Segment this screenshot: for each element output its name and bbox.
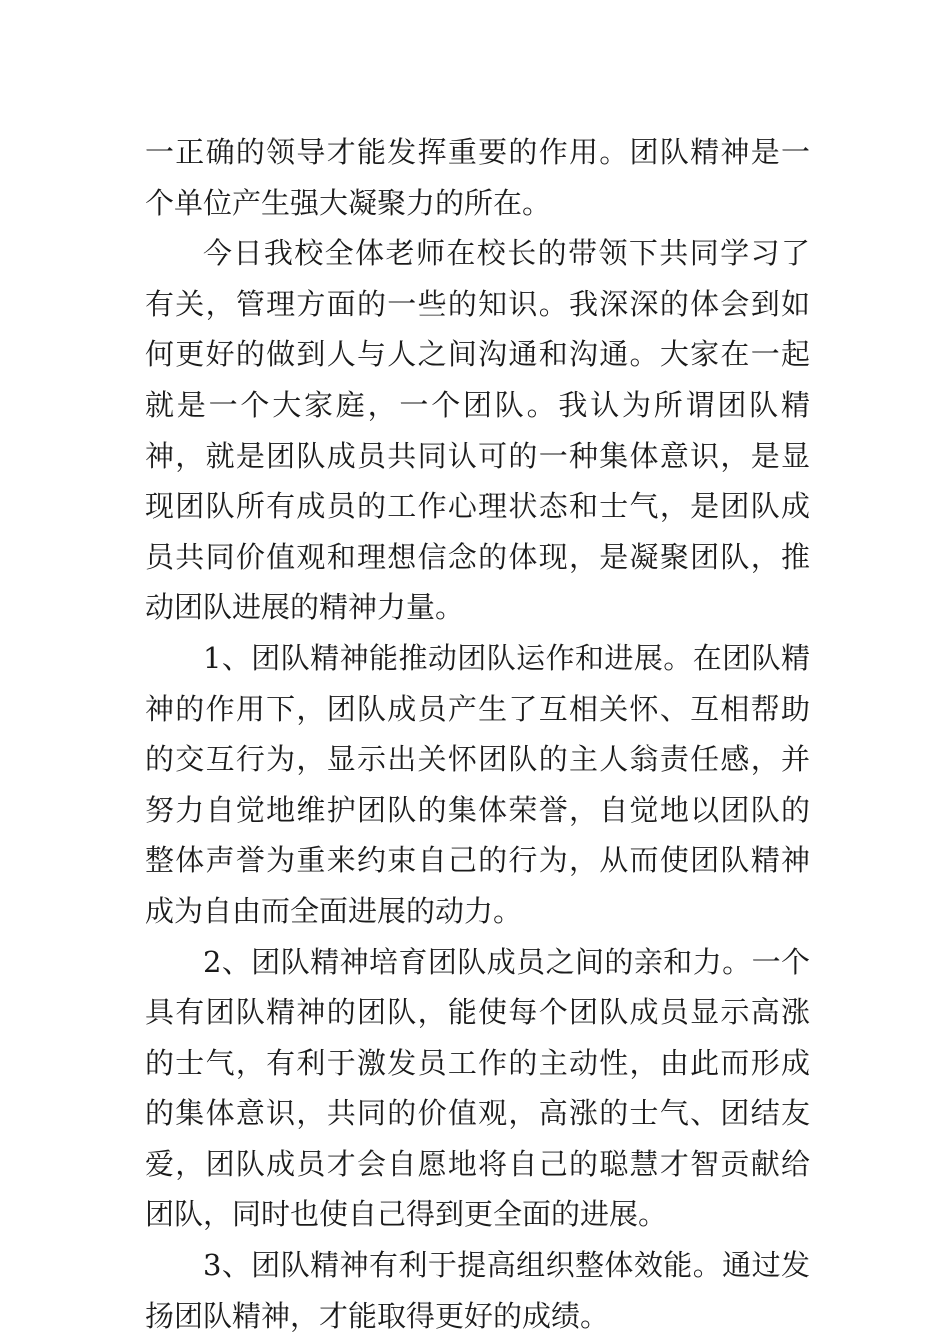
paragraph-continuation: 一正确的领导才能发挥重要的作用。团队精神是一个单位产生强大凝聚力的所在。 [145, 135, 810, 220]
paragraph-point-3: 3、团队精神有利于提高组织整体效能。通过发扬团队精神，才能取得更好的成绩。 [145, 1248, 810, 1333]
paragraph-point-1: 1、团队精神能推动团队运作和进展。在团队精神的作用下，团队成员产生了互相关怀、互相帮助的交互行为，显示出关怀团队的主人翁责任感，并努力自觉地维护团队的集体荣誉，自觉地以团队的整体声誉为重来约束自己的行为，从而使团队精神成为自由而全面进展的动力。 [145, 640, 810, 928]
paragraph-point-2: 2、团队精神培育团队成员之间的亲和力。一个具有团队精神的团队，能使每个团队成员显示高涨的士气，有利于激发员工作的主动性，由此而形成的集体意识，共同的价值观，高涨的士气、团结友爱，团队成员才会自愿地将自己的聪慧才智贡献给团队，同时也使自己得到更全面的进展。 [145, 944, 810, 1232]
paragraph-intro: 今日我校全体老师在校长的带领下共同学习了有关，管理方面的一些的知识。我深深的体会到如何更好的做到人与人之间沟通和沟通。大家在一起就是一个大家庭，一个团队。我认为所谓团队精神，就是团队成员共同认可的一种集体意识，是显现团队所有成员的工作心理状态和士气，是团队成员共同价值观和理想信念的体现，是凝聚团队，推动团队进展的精神力量。 [145, 236, 810, 625]
document-body [145, 127, 810, 1341]
